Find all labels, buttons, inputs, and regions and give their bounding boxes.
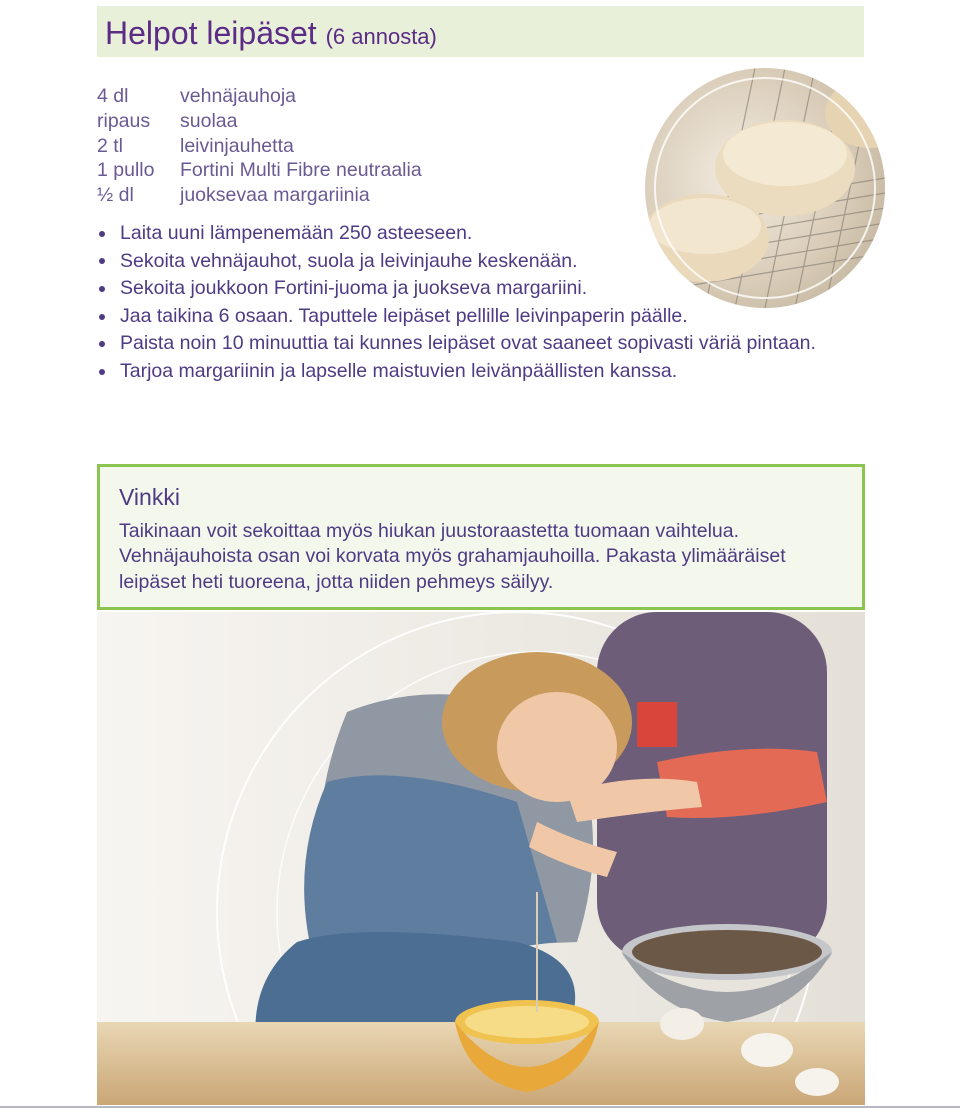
ingredient-item: vehnäjauhoja [180, 85, 297, 107]
title-bar [97, 6, 864, 57]
ingredient-item: Fortini Multi Fibre neutraalia [180, 159, 422, 182]
recipe-title-text: Helpot leipäset [105, 15, 317, 51]
tip-box [97, 464, 865, 610]
tip-line: leipäset heti tuoreena, jotta niiden pehmeys säilyy. [119, 570, 554, 593]
ingredient-qty: 2 tl [97, 134, 124, 157]
instruction-text: Laita uuni lämpenemään 250 asteeseen. [120, 222, 473, 244]
instruction-text: Tarjoa margariinin ja lapselle maistuvien leivänpäällisten kanssa. [120, 359, 678, 382]
ingredient-row [97, 183, 617, 208]
instruction-step [97, 275, 897, 303]
bullet-icon [99, 231, 105, 237]
ingredient-qty: ½ dl [97, 184, 134, 207]
recipe-title [105, 15, 437, 52]
ingredient-item: leivinjauhetta [180, 134, 294, 157]
instruction-step [97, 248, 897, 276]
ingredient-qty: 1 pullo [97, 159, 155, 182]
tip-line: Taikinaan voit sekoittaa myös hiukan juustoraastetta tuomaan vaihtelua. [119, 520, 740, 542]
instruction-step [97, 358, 897, 386]
recipe-servings: (6 annosta) [325, 24, 437, 49]
tip-title: Vinkki [119, 484, 180, 510]
instruction-text: Sekoita joukkoon Fortini-juoma ja juokseva margariini. [120, 277, 588, 300]
instruction-step [97, 220, 897, 248]
ingredient-row [97, 158, 617, 183]
bullet-icon [99, 314, 105, 320]
ingredient-item: juoksevaa margariinia [180, 184, 370, 207]
ingredient-row [97, 84, 617, 109]
ingredient-qty: 4 dl [97, 85, 129, 107]
bullet-icon [99, 369, 105, 375]
tip-text [119, 519, 849, 595]
instruction-step [97, 330, 897, 358]
instruction-list [97, 220, 897, 386]
ingredients-list [97, 84, 617, 208]
bullet-icon [99, 341, 105, 347]
baking-illustration [97, 612, 865, 1105]
bullet-icon [99, 286, 105, 292]
ingredient-item: suolaa [180, 109, 238, 132]
ingredient-row [97, 109, 617, 134]
instruction-text: Paista noin 10 minuuttia tai kunnes leipäset ovat saaneet sopivasti väriä pintaan. [120, 332, 816, 355]
ingredient-qty: ripaus [97, 109, 151, 132]
baking-photo [97, 612, 865, 1105]
ingredient-row [97, 134, 617, 159]
instruction-text: Sekoita vehnäjauhot, suola ja leivinjauhe keskenään. [120, 249, 578, 272]
tip-line: Vehnäjauhoista osan voi korvata myös grahamjauhoilla. Pakasta ylimääräiset [119, 545, 786, 568]
instruction-text: Jaa taikina 6 osaan. Taputtele leipäset pellille leivinpaperin päälle. [120, 304, 688, 327]
instruction-step [97, 303, 897, 331]
bullet-icon [99, 258, 105, 264]
